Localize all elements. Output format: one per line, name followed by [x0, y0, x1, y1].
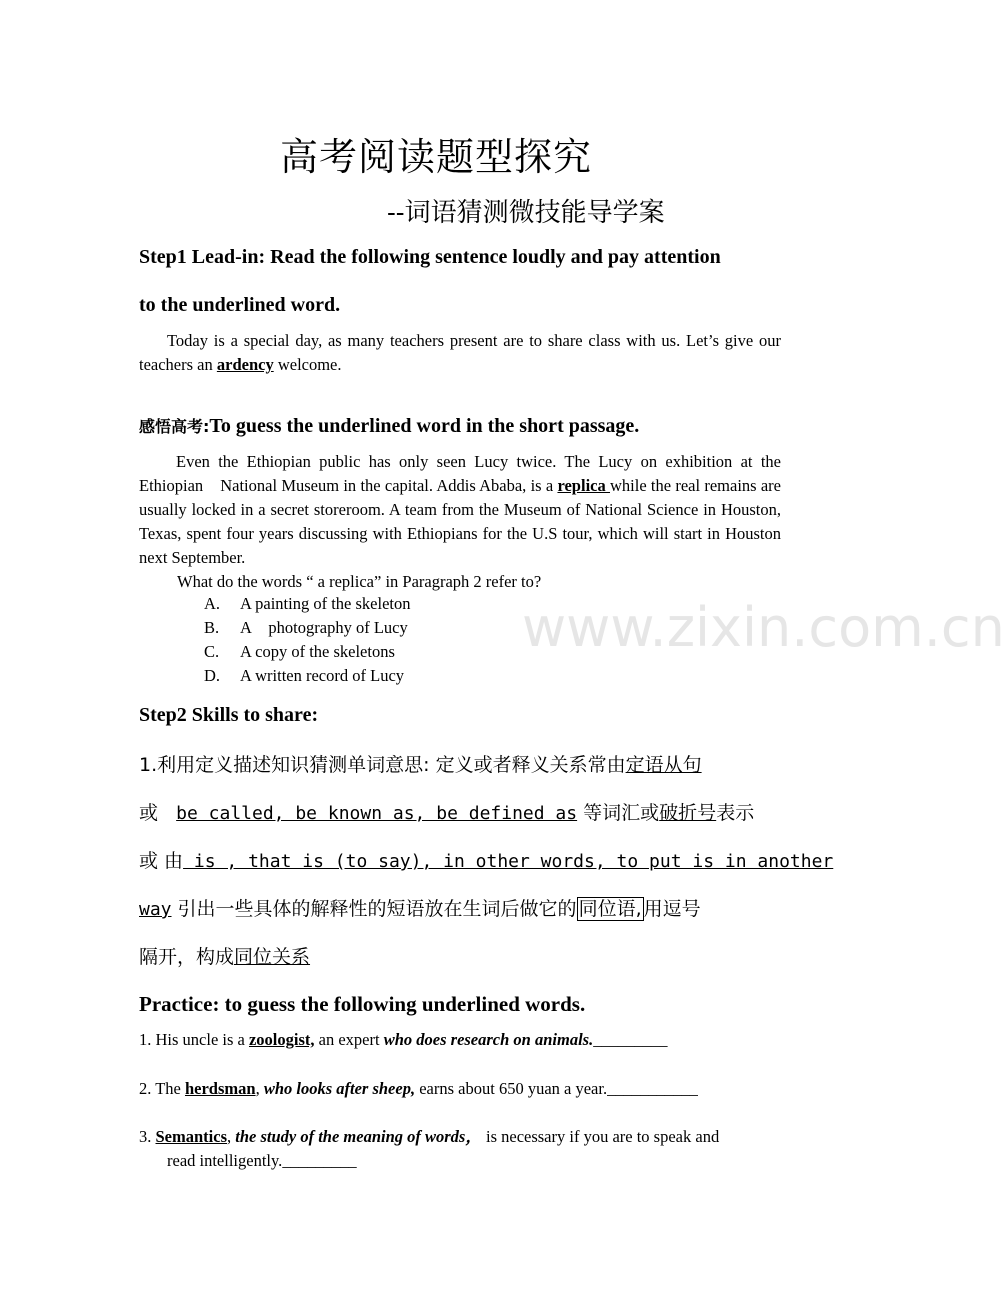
option-a-text: A painting of the skeleton	[240, 594, 411, 613]
practice-3-after: is necessary if you are to speak and	[481, 1127, 720, 1146]
practice-3-line2: read intelligently.	[167, 1151, 283, 1170]
practice-2-blank[interactable]: ___________	[607, 1079, 698, 1098]
step1-heading-line1: Step1 Lead-in: Read the following sentence loudly and pay attention	[139, 246, 721, 268]
step2-line2-text-b: 等词汇或	[583, 802, 660, 824]
practice-item-3	[139, 1125, 719, 1149]
option-d-letter: D.	[204, 666, 221, 685]
step2-line2-phrases: be called, be known as, be defined as	[176, 803, 578, 824]
practice-3-mid: ,	[227, 1127, 236, 1146]
appositive-boxed: 同位语,	[578, 898, 642, 920]
step2-line4-way: way	[139, 899, 172, 920]
practice-3-clue: the study of the meaning of words，	[235, 1127, 482, 1146]
gaokao-heading-cn: 感悟高考:	[139, 417, 210, 436]
option-d-text: A written record of Lucy	[240, 666, 405, 685]
practice-2-num: 2. The	[139, 1079, 185, 1098]
practice-2-mid: ,	[255, 1079, 264, 1098]
option-c	[204, 642, 395, 662]
gaokao-question: What do the words “ a replica” in Paragraph 2 refer to?	[177, 572, 542, 591]
option-b-text: A photography of Lucy	[240, 618, 408, 637]
practice-1-blank[interactable]: _________	[593, 1030, 668, 1049]
option-b-letter: B.	[204, 618, 220, 637]
practice-2-word: herdsman	[184, 1079, 256, 1098]
step2-heading: Step2 Skills to share:	[139, 704, 319, 726]
step2-line2-dash: 破折号	[659, 802, 717, 824]
passage-before: Even the Ethiopian public has only seen Lucy twice. The Lucy on exhibition at the Ethiopian National Museum in the capital. Addis Ababa, is a	[139, 452, 781, 495]
step2-line3-phrases: is , that is (to say), in other words, to put is in another	[183, 851, 834, 872]
watermark: www.zixin.com.cn	[522, 596, 1005, 659]
step2-line4-text-b: 用逗号	[643, 898, 701, 920]
option-c-letter: C.	[204, 642, 220, 661]
step2-line2	[139, 798, 754, 825]
practice-item-1	[139, 1028, 667, 1052]
option-a-letter: A.	[204, 594, 221, 613]
step1-heading-line2: to the underlined word.	[139, 294, 341, 316]
step2-line1-text: 1.利用定义描述知识猜测单词意思: 定义或者释义关系常由	[139, 754, 626, 776]
step1-sentence	[139, 329, 781, 377]
practice-1-mid: an expert	[314, 1030, 384, 1049]
option-d	[204, 666, 404, 686]
practice-3-num: 3.	[139, 1127, 156, 1146]
step2-line3	[139, 846, 833, 873]
gaokao-heading	[139, 414, 639, 438]
practice-heading: Practice: to guess the following underlined words.	[139, 992, 586, 1016]
practice-2-clue: who looks after sheep,	[263, 1079, 416, 1098]
practice-1-clue: who does research on animals.	[383, 1030, 594, 1049]
step1-text-before: Today is a special day, as many teachers present are to share class with us. Let’s give our teachers an	[139, 331, 781, 374]
step2-line2-text-c: 表示	[716, 802, 755, 824]
option-a	[204, 594, 410, 614]
practice-1-word: zoologist,	[248, 1030, 315, 1049]
practice-2-after: earns about 650 yuan a year.	[415, 1079, 608, 1098]
option-c-text: A copy of the skeletons	[240, 642, 395, 661]
option-b	[204, 618, 408, 638]
gaokao-heading-en: To guess the underlined word in the short passage.	[209, 415, 640, 437]
step2-line4-text: 引出一些具体的解释性的短语放在生词后做它的	[171, 898, 577, 920]
passage-underlined-word: replica	[557, 476, 610, 495]
practice-1-num: 1. His uncle is a	[139, 1030, 249, 1049]
step2-line2-text-a: 或	[139, 802, 159, 824]
practice-item-3-line2	[167, 1149, 357, 1173]
gaokao-passage	[139, 450, 781, 570]
step2-line5-text: 隔开，构成	[139, 946, 235, 968]
step2-line5-underlined: 同位关系	[234, 946, 311, 968]
step2-line3-text: 或 由	[139, 850, 184, 872]
practice-3-word: Semantics	[155, 1127, 227, 1146]
practice-item-2	[139, 1077, 698, 1101]
practice-3-blank[interactable]: _________	[282, 1151, 357, 1170]
step2-line1	[139, 750, 702, 777]
step2-line5	[139, 942, 310, 969]
page-title: 高考阅读题型探究	[280, 135, 593, 179]
passage-after: while the real remains are usually locked in a secret storeroom. A team from the Museum of National Science in Houston, Texas, spent four years discussing with Ethiopians for the U.S tour, which will start in Houston next September.	[139, 476, 781, 567]
step1-text-after: welcome.	[273, 355, 342, 374]
step2-line4	[139, 894, 701, 921]
step2-line1-underlined: 定语从句	[625, 754, 702, 776]
step1-underlined-word: ardency	[216, 355, 274, 374]
page-subtitle: --词语猜测微技能导学案	[387, 198, 665, 228]
